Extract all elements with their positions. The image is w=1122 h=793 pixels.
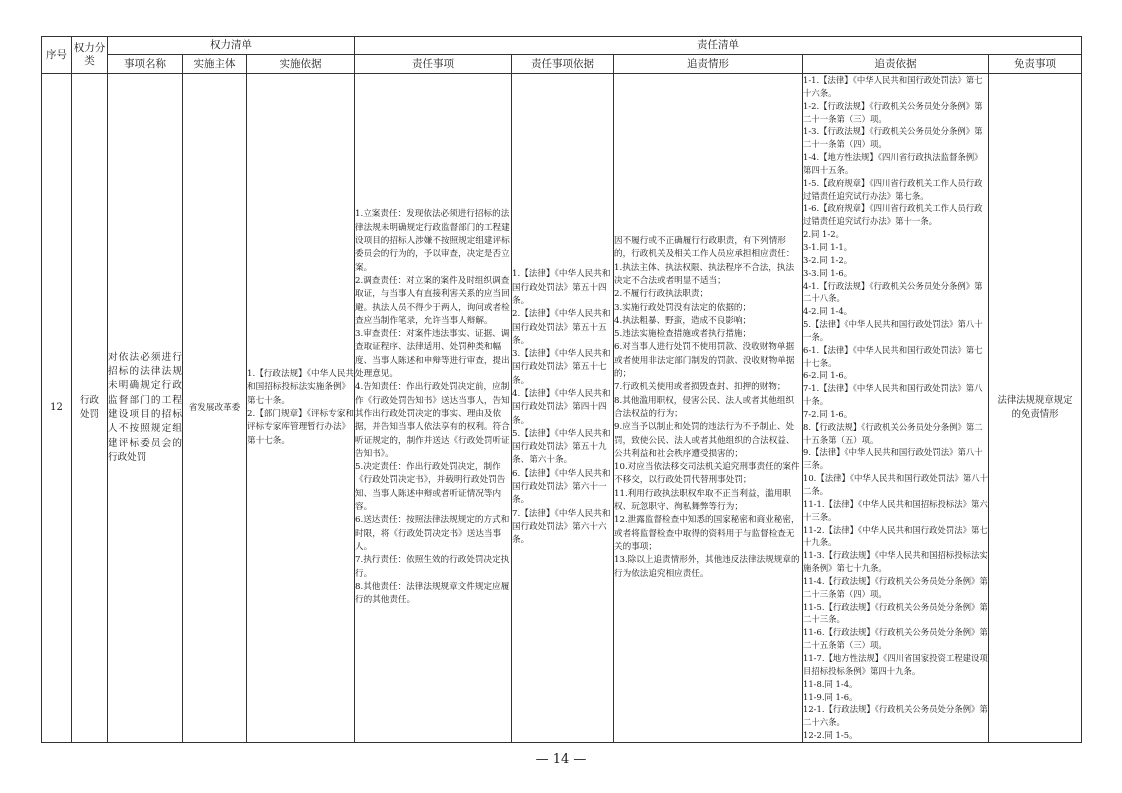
pursue-basis-paragraph: 6-1.【法律】《中华人民共和国行政处罚法》第七十七条。 — [803, 344, 983, 368]
pursue-basis-paragraph: 12-2.同 1-5。 — [803, 730, 858, 741]
cell-basis — [247, 74, 355, 743]
pursue-paragraph: 12.泄露监督检查中知悉的国家秘密和商业秘密，或者将监督检查中取得的资料用于与监督检查无关的事项； — [614, 515, 800, 552]
cell-category: 行政处罚 — [72, 74, 108, 743]
header-category: 权力分类 — [72, 37, 108, 74]
pursue-paragraph: 6.对当事人进行处罚不使用罚款、没收财物单据或者使用非法定部门制发的罚款、没收财物单据的； — [614, 342, 795, 380]
pursue-paragraph: 4.执法粗暴、野蛮，造成不良影响； — [614, 315, 752, 326]
header-pursue-basis: 追责依据 — [803, 55, 989, 74]
basis-paragraph: 2.【部门规章】《评标专家和评标专家库管理暂行办法》第十七条。 — [247, 408, 355, 446]
header-pursue: 追责情形 — [614, 55, 803, 74]
pursue-basis-paragraph: 3-3.同 1-6。 — [803, 267, 853, 278]
pursue-basis-paragraph: 7-2.同 1-6。 — [803, 408, 853, 419]
resp-item-paragraph: 1.立案责任：发现依法必须进行招标的法律法规未明确规定行政监督部门的工程建设项目的招标人涉嫌不按照规定组建评标委员会的行为的，予以审查，决定是否立案。 — [355, 209, 510, 273]
pursue-basis-paragraph: 11-4.【行政法规】《行政机关公务员处分条例》第二十三条第（四）项。 — [803, 575, 988, 599]
cell-resp-items — [355, 74, 512, 743]
pursue-basis-paragraph: 1-2.【行政法规】《行政机关公务员处分条例》第二十一条第（三）项。 — [803, 100, 983, 124]
header-power-list: 权力清单 — [108, 37, 355, 55]
pursue-basis-paragraph: 1-6.【政府规章】《四川省行政机关工作人员行政过错责任追究试行办法》第十一条。 — [803, 203, 983, 227]
pursue-basis-paragraph: 11-2.【法律】《中华人民共和国行政处罚法》第七十九条。 — [803, 524, 988, 548]
resp-item-paragraph: 4.告知责任：作出行政处罚决定前，应制作《行政处罚告知书》送达当事人，告知其作出行政处罚决定的事实、理由及依据，并告知当事人依法享有的权利。符合听证规定的，制作并送达《行政处罚听证告知书》。 — [355, 382, 510, 459]
resp-item-paragraph: 5.决定责任：作出行政处罚决定，制作《行政处罚决定书》，并载明行政处罚告知、当事人陈述申辩或者听证情况等内容。 — [355, 462, 506, 513]
resp-basis-paragraph: 5.【法律】《中华人民共和国行政处罚法》第五十九条、第六十条。 — [512, 428, 611, 466]
pursue-basis-paragraph: 1-1.【法律】《中华人民共和国行政处罚法》第七十六条。 — [803, 75, 983, 98]
resp-basis-paragraph: 1.【法律】《中华人民共和国行政处罚法》第五十四条。 — [512, 269, 611, 306]
pursue-paragraph: 2.不履行行政执法职责； — [614, 289, 709, 300]
pursue-paragraph: 7.行政机关使用或者损毁查封、扣押的财物； — [614, 382, 786, 393]
pursue-paragraph: 11.利用行政执法职权牟取不正当利益，滥用职权、玩忽职守、徇私舞弊等行为； — [614, 488, 791, 513]
pursue-basis-paragraph: 11-9.同 1-6。 — [803, 691, 858, 702]
basis-paragraph: 1.【行政法规】《中华人民共和国招标投标法实施条例》第七十条。 — [247, 369, 355, 406]
pursue-paragraph: 因不履行或不正确履行行政职责，有下列情形的，行政机关及相关工作人员应承担相应责任： — [614, 236, 795, 260]
pursue-paragraph: 8.其他滥用职权，侵害公民、法人或者其他组织合法权益的行为； — [614, 395, 795, 419]
pursue-basis-paragraph: 11-8.同 1-4。 — [803, 678, 858, 689]
cell-seq: 12 — [42, 74, 72, 743]
resp-basis-paragraph: 3.【法律】《中华人民共和国行政处罚法》第五十七条。 — [512, 349, 611, 386]
cell-item-name: 对依法必须进行招标的法律法规未明确规定行政监督部门的工程建设项目的招标人不按照规定组建评标委员会的行政处罚 — [108, 74, 183, 743]
pursue-basis-paragraph: 4-1.【行政法规】《行政机关公务员处分条例》第二十八条。 — [803, 280, 983, 304]
pursue-paragraph: 13.除以上追责情形外，其他违反法律法规规章的行为依法追究相应责任。 — [614, 555, 800, 579]
resp-item-paragraph: 2.调查责任：对立案的案件及时组织调查取证，与当事人有直接利害关系的应当回避。执法人员不得少于两人，询问或者检查应当制作笔录，允许当事人辩解。 — [355, 275, 510, 326]
pursue-paragraph: 1.执法主体、执法权限、执法程序不合法，执法决定不合法或者明显不适当； — [614, 262, 795, 286]
pursue-basis-paragraph: 11-5.【行政法规】《行政机关公务员处分条例》第二十三条。 — [803, 601, 988, 625]
header-row-1 — [42, 37, 1082, 55]
pursue-basis-paragraph: 11-1.【法律】《中华人民共和国招标投标法》第六十三条。 — [803, 498, 988, 522]
pursue-paragraph: 5.违法实施检查措施或者执行措施； — [614, 329, 752, 340]
pursue-basis-paragraph: 1-4.【地方性法规】《四川省行政执法监督条例》第四十五条。 — [803, 152, 983, 175]
cell-exempt: 法律法规规章规定的免责情形 — [989, 74, 1082, 743]
header-basis: 实施依据 — [247, 55, 355, 74]
resp-item-paragraph: 6.送达责任：按照法律法规规定的方式和时限，将《行政处罚决定书》送达当事人。 — [355, 515, 510, 552]
pursue-basis-paragraph: 12-1.【行政法规】《行政机关公务员处分条例》第二十六条。 — [803, 704, 988, 728]
header-item-name: 事项名称 — [108, 55, 183, 74]
pursue-basis-paragraph: 11-3.【行政法规】《中华人民共和国招标投标法实施条例》第七十九条。 — [803, 550, 988, 574]
cell-subject: 省发展改革委 — [183, 74, 247, 743]
pursue-basis-paragraph: 1-3.【行政法规】《行政机关公务员处分条例》第二十一条第（四）项。 — [803, 126, 983, 150]
pursue-basis-paragraph: 11-6.【行政法规】《行政机关公务员处分条例》第二十五条第（三）项。 — [803, 627, 988, 651]
pursue-basis-paragraph: 5.【法律】《中华人民共和国行政处罚法》第八十一条。 — [803, 319, 983, 342]
pursue-paragraph: 10.对应当依法移交司法机关追究刑事责任的案件不移交，以行政处罚代替刑事处罚； — [614, 462, 800, 486]
pursue-basis-paragraph: 4-2.同 1-4。 — [803, 306, 853, 317]
resp-basis-paragraph: 6.【法律】《中华人民共和国行政处罚法》第六十一条。 — [512, 468, 611, 506]
power-responsibility-table — [41, 36, 1082, 743]
pursue-basis-paragraph: 9.【法律】《中华人民共和国行政处罚法》第八十三条。 — [803, 447, 983, 471]
resp-item-paragraph: 3.审查责任：对案件违法事实、证据、调查取证程序、法律适用、处罚种类和幅度、当事人陈述和申辩等进行审查，提出处理意见。 — [355, 329, 510, 380]
header-seq: 序号 — [42, 37, 72, 74]
pursue-basis-paragraph: 2.同 1-2。 — [803, 229, 844, 240]
pursue-basis-paragraph: 3-1.同 1-1。 — [803, 241, 853, 252]
pursue-basis-paragraph: 1-5.【政府规章】《四川省行政机关工作人员行政过错责任追究试行办法》第七条。 — [803, 177, 983, 201]
pursue-basis-paragraph: 3-2.同 1-2。 — [803, 254, 853, 265]
pursue-basis-paragraph: 6-2.同 1-6。 — [803, 370, 853, 381]
pursue-basis-paragraph: 10.【法律】《中华人民共和国行政处罚法》第八十二条。 — [803, 473, 989, 496]
header-responsibility-list: 责任清单 — [355, 37, 1082, 55]
resp-basis-paragraph: 4.【法律】《中华人民共和国行政处罚法》第四十四条。 — [512, 388, 611, 426]
pursue-basis-paragraph: 7-1.【法律】《中华人民共和国行政处罚法》第八十条。 — [803, 383, 983, 407]
resp-basis-paragraph: 7.【法律】《中华人民共和国行政处罚法》第六十六条。 — [512, 508, 611, 546]
resp-basis-paragraph: 2.【法律】《中华人民共和国行政处罚法》第五十五条。 — [512, 309, 611, 346]
pursue-paragraph: 3.实施行政处罚没有法定的依据的； — [614, 302, 752, 313]
header-resp-basis: 责任事项依据 — [512, 55, 614, 74]
cell-resp-basis — [512, 74, 614, 743]
cell-pursue — [614, 74, 803, 743]
page-number: — 14 — — [535, 752, 587, 767]
header-exempt: 免责事项 — [989, 55, 1082, 74]
cell-pursue-basis — [803, 74, 989, 743]
header-subject: 实施主体 — [183, 55, 247, 74]
pursue-basis-paragraph: 11-7.【地方性法规】《四川省国家投资工程建设项目招标投标条例》第四十九条。 — [803, 652, 988, 676]
header-resp-items: 责任事项 — [355, 55, 512, 74]
header-row-2 — [42, 55, 1082, 74]
resp-item-paragraph: 7.执行责任：依照生效的行政处罚决定执行。 — [355, 555, 510, 579]
table-row — [42, 74, 1082, 743]
resp-item-paragraph: 8.其他责任：法律法规规章文件规定应履行的其他责任。 — [355, 581, 510, 606]
pursue-basis-paragraph: 8.【行政法规】《行政机关公务员处分条例》第二十五条第（五）项。 — [803, 421, 983, 445]
pursue-paragraph: 9.应当予以制止和处罚的违法行为不予制止、处罚，致使公民、法人或者其他组织的合法权益、公共利益和社会秩序遭受损害的； — [614, 422, 795, 459]
